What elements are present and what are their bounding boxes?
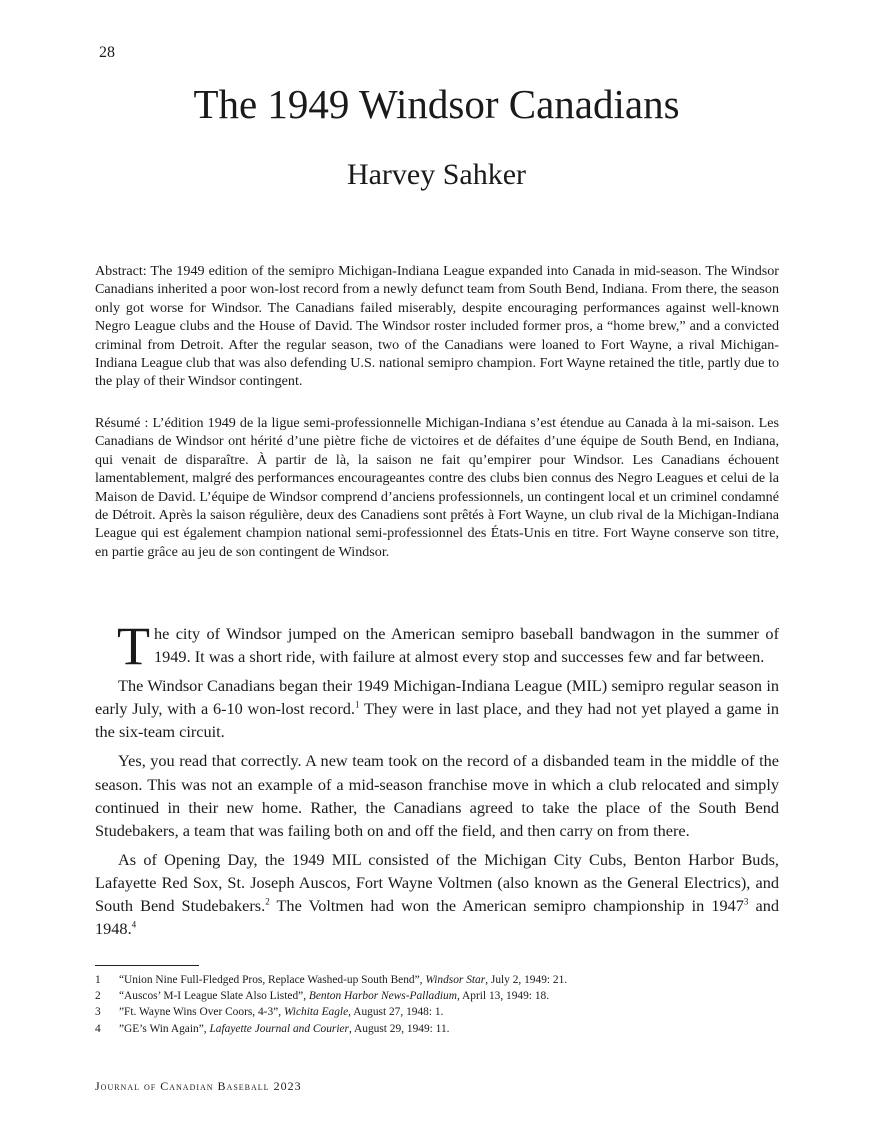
footnotes bbox=[95, 972, 779, 1037]
body-paragraph-2 bbox=[95, 674, 779, 743]
footnote-date: , August 27, 1948: 1. bbox=[348, 1006, 444, 1019]
footnote-source: Wichita Eagle bbox=[283, 1006, 349, 1019]
footnote-ref-3[interactable]: 3 bbox=[743, 896, 749, 907]
journal-footer: Journal of Canadian Baseball 2023 bbox=[95, 1079, 302, 1093]
abstract-french: Résumé : L’édition 1949 de la ligue semi-professionnelle Michigan-Indiana s’est étendue au Canada à la mi-saison. Les Canadians de Windsor ont hérité d’une piètre fiche de victoires et de défaites d’une équipe de South Bend, en Indiana, qui venait de disparaître. À partir de là, la saison ne fait qu’empirer pour Windsor. Les Canadians échouent lamentablement, malgré des performances encourageantes contre des clubs bien connus des Negro Leagues et celui de la Maison de David. L’équipe de Windsor comprend d’anciens professionnels, un contingent local et un criminel condamné de Détroit. Après la saison régulière, deux des Canadiens sont prêtés à Fort Wayne, un club rival de la Michigan-Indiana League qui est également champion national semi-professionnel des États-Unis en titre. Fort Wayne conserve son titre, en partie grâce au jeu de son contingent de Windsor. bbox=[95, 415, 779, 560]
footnote-number: 3 bbox=[95, 1006, 101, 1019]
body-paragraph-4 bbox=[95, 848, 779, 940]
body-paragraph-1 bbox=[95, 616, 779, 676]
footnote-3 bbox=[95, 1004, 779, 1020]
footnote-title: ”Ft. Wayne Wins Over Coors, 4-3”, bbox=[119, 1006, 284, 1019]
footnote-source: Benton Harbor News-Palladium bbox=[308, 990, 457, 1003]
article-body bbox=[95, 616, 780, 946]
footnote-source: Windsor Star bbox=[425, 974, 486, 986]
footnote-number: 1 bbox=[95, 974, 101, 986]
paragraph-4-text-b: The Voltmen had won the American semipro championship in 1947 bbox=[269, 896, 744, 916]
footnote-title: “Union Nine Full-Fledged Pros, Replace Washed-up South Bend”, bbox=[119, 974, 426, 986]
footnote-1 bbox=[95, 972, 779, 988]
drop-cap: T bbox=[117, 616, 150, 676]
paragraph-4-text-c: and 1948. bbox=[95, 896, 779, 939]
body-paragraph-3: Yes, you read that correctly. A new team took on the record of a disbanded team in the middle of the season. This was not an example of a mid-season franchise move in which a club relocated and simply continued in their new home. Rather, the Canadians agreed to take the place of the South Bend Studebakers, a team that was failing both on and off the field, and then carry on from there. bbox=[95, 751, 779, 840]
paragraph-2-text-a: The Windsor Canadians began their 1949 Michigan-Indiana League (MIL) semipro regular season in early July, with a 6-10 won-lost record. bbox=[95, 676, 779, 719]
author-name: Harvey Sahker bbox=[346, 158, 527, 191]
footnote-source: Lafayette Journal and Courier bbox=[209, 1022, 349, 1035]
footnote-number: 4 bbox=[95, 1022, 101, 1035]
footnote-ref-4[interactable]: 4 bbox=[131, 919, 137, 930]
article-title: The 1949 Windsor Canadians bbox=[193, 81, 680, 127]
abstract-english: Abstract: The 1949 edition of the semipro Michigan-Indiana League expanded into Canada in mid-season. The Windsor Canadians inherited a poor won-lost record from a newly defunct team from South Bend, Indiana. From there, the season only got worse for Windsor. The Canadians failed miserably, despite encouraging performances against well-known Negro League clubs and the House of David. The Windsor roster included former pros, a “home brew,” and a convicted criminal from Detroit. After the regular season, two of the Canadians were loaned to Fort Wayne, a rival Michigan-Indiana League club that was also defending U.S. national semipro champion. Fort Wayne retained the title, partly due to the play of their Windsor contingent. bbox=[95, 263, 779, 390]
footnote-2 bbox=[95, 988, 779, 1004]
footnote-ref-2[interactable]: 2 bbox=[265, 896, 270, 907]
footnote-date: , August 29, 1949: 11. bbox=[348, 1022, 450, 1035]
footnote-date: , April 13, 1949: 18. bbox=[456, 990, 550, 1003]
footnote-ref-1[interactable]: 1 bbox=[354, 699, 360, 710]
footnote-date: , July 2, 1949: 21. bbox=[485, 974, 568, 986]
footnote-4 bbox=[95, 1021, 779, 1037]
footnote-title: “Auscos’ M-I League Slate Also Listed”, bbox=[119, 990, 309, 1003]
footnote-number: 2 bbox=[95, 990, 101, 1003]
footnote-rule bbox=[95, 965, 199, 966]
page-number: 28 bbox=[99, 44, 115, 61]
paragraph-4-text-a: As of Opening Day, the 1949 MIL consisted of the Michigan City Cubs, Benton Harbor Buds, Lafayette Red Sox, St. Joseph Auscos, Fort Wayne Voltmen (also known as the General Electrics), and South Bend Studebakers. bbox=[95, 849, 779, 916]
paragraph-2-text-b: They were in last place, and they had not yet played a game in the six-team circuit. bbox=[95, 699, 780, 742]
paragraph-1-text: he city of Windsor jumped on the American semipro baseball bandwagon in the summer of 1949. It was a short ride, with failure at almost every stop and successes few and far between. bbox=[154, 624, 779, 667]
footnote-title: ”GE’s Win Again”, bbox=[119, 1022, 210, 1035]
